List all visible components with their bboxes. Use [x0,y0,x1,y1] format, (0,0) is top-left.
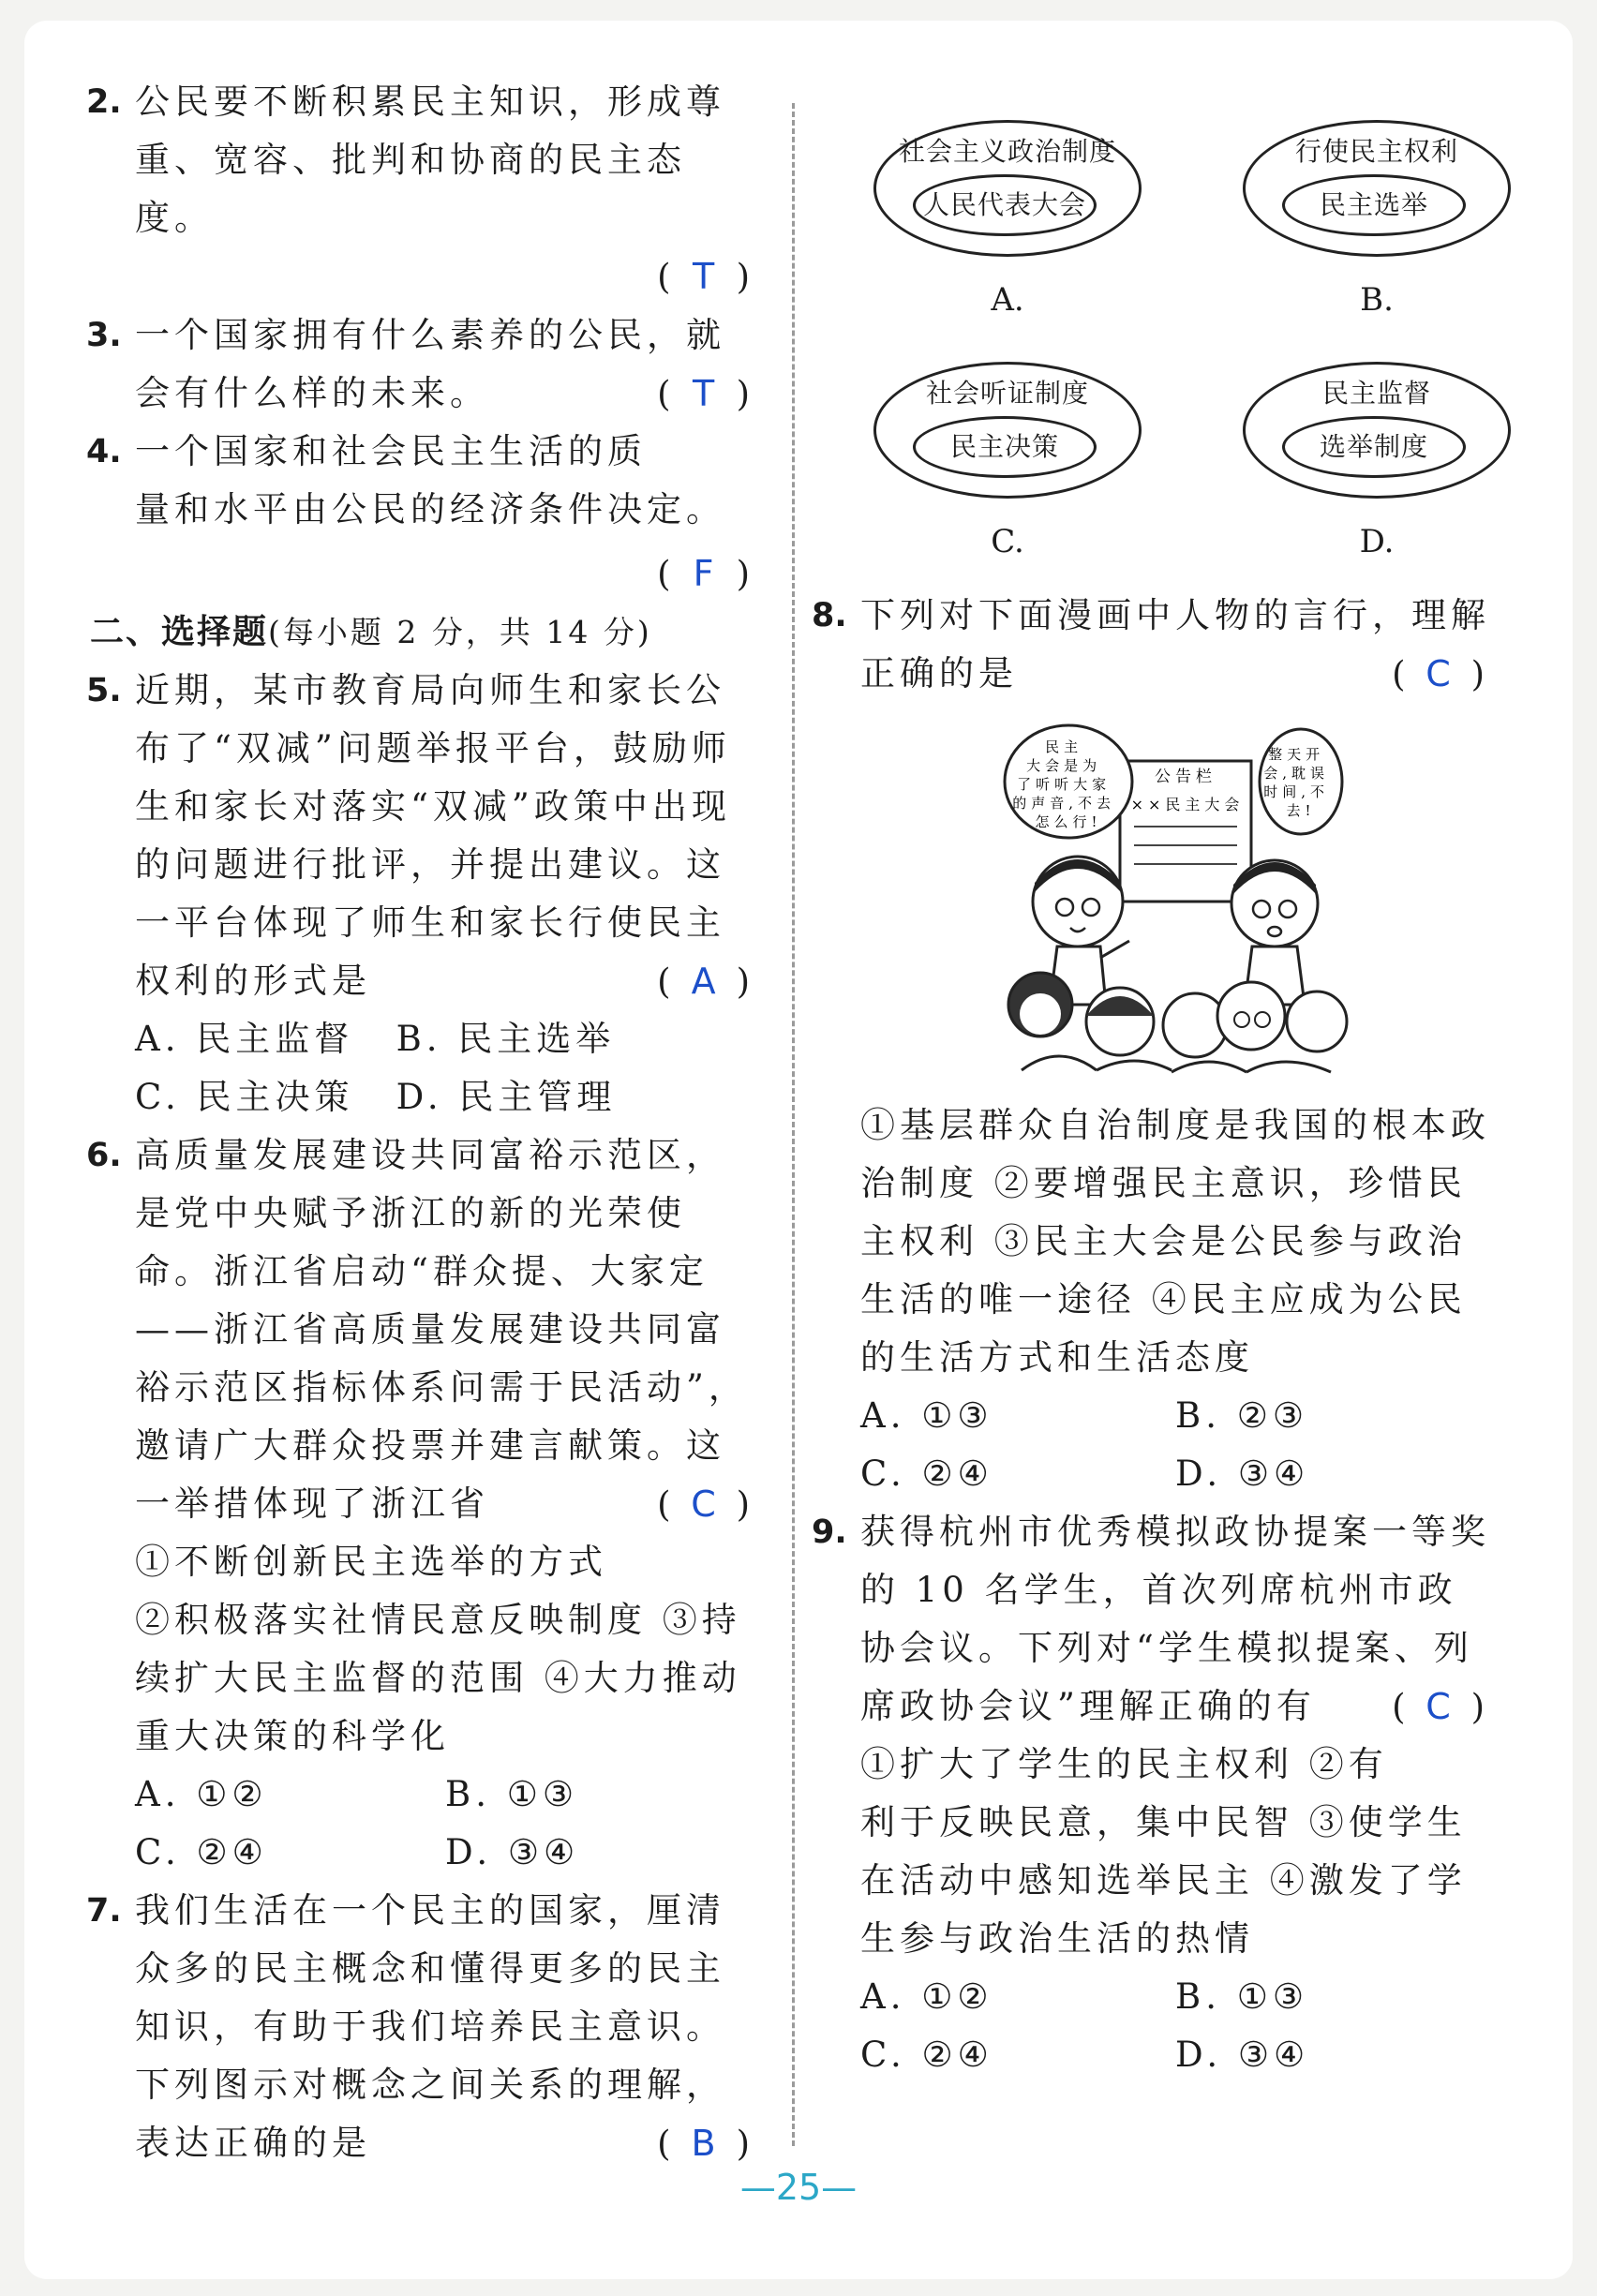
diagram-b [1243,120,1515,319]
option-a: A. ①② [135,1774,268,1814]
option-c: C. ②④ [135,1832,268,1872]
question-text: 我们生活在一个民主的国家，厘清众多的民主概念和懂得更多的民主知识，有助于我们培养民主意识。下列图示对概念之间关系的理解，表达正确的是 ( B ) [90,1882,755,2172]
answer-mark: A [691,961,716,1002]
options [815,1387,1490,1503]
options [90,1766,755,1882]
question-number: 8. [812,597,847,634]
question-text-body: 近期，某市教育局向师生和家长公布了“双减”问题举报平台，鼓励师生和家长对落实“双减”政策中出现的问题进行批评，并提出建议。这一平台体现了师生和家长行使民主权利的形式是 [135,670,731,1001]
diagram-a [873,120,1145,319]
left-bubble-text: 民主 大会是为 了听听大家 的声音,不去 怎么行! [1012,738,1115,830]
notice-board-text: ××民主大会 [1130,796,1245,813]
option-b: B. ①③ [445,1774,579,1814]
question-number: 7. [86,1892,122,1930]
right-bubble-text: 整天开 会,耽误 时间,不 去! [1263,746,1329,819]
option-b: B. ①③ [1175,1976,1309,2017]
left-column [86,73,755,2173]
question-text-body: 我们生活在一个民主的国家，厘清众多的民主概念和懂得更多的民主知识，有助于我们培养民主意识。下列图示对概念之间关系的理解，表达正确的是 [135,1890,725,2163]
answer-mark: C [1425,653,1451,694]
question-4 [86,423,755,604]
answer-mark: T [692,373,715,414]
question-6 [86,1126,755,1882]
diagram-option-label: B. [1360,281,1394,319]
question-number: 5. [86,672,122,709]
diagram-outer-label: 行使民主权利 [1294,136,1458,167]
question-text-body: 高质量发展建设共同富裕示范区，是党中央赋予浙江的新的光荣使命。浙江省启动“群众提、大家定——浙江省高质量发展建设共同富裕示范区指标体系问需于民活动”，邀请广大群众投票并建言献策。这一举措体现了浙江省 [135,1135,748,1524]
answer-line: ( F ) [90,544,755,604]
answer-mark: C [691,1483,716,1525]
question-text-body: 获得杭州市优秀模拟政协提案一等奖的 10 名学生，首次列席杭州市政协会议。下列对“学生模拟提案、列席政协会议”理解正确的有 [860,1512,1490,1726]
question-number: 2. [86,83,122,121]
statements: ①不断创新民主选举的方式 ②积极落实社情民意反映制度 ③持续扩大民主监督的范围 ④大力推动重大决策的科学化 [135,1542,741,1756]
section-title: 二、选择题 [90,613,269,651]
option-c: C. ②④ [860,1454,993,1494]
section-note: (每小题 2 分，共 14 分) [268,614,652,650]
question-number: 6. [86,1137,122,1174]
question-8 [812,587,1490,1503]
answer-mark: T [692,256,715,297]
option-a: A. ①② [860,1976,993,2017]
answer-mark: F [693,553,714,594]
diagram-d [1243,362,1515,560]
diagram-outer-label: 社会听证制度 [925,378,1089,409]
diagram-inner-ellipse: 民主选举 [1282,174,1466,236]
question-text: 一个国家拥有什么素养的公民，就会有什么样的未来。 ( T ) [90,306,755,423]
option-d: D. 民主管理 [396,1077,617,1117]
diagram-inner-ellipse: 民主决策 [913,416,1097,478]
option-d: D. ③④ [445,1832,580,1872]
right-column [812,111,1490,2084]
answer-mark: C [1425,1686,1451,1727]
notice-board-title: 公告栏 [1155,768,1216,786]
column-divider [792,103,795,2146]
question-5 [86,662,755,1126]
question-number: 9. [812,1513,847,1551]
cartoon-svg [1003,723,1359,1080]
diagram-option-label: A. [991,281,1024,319]
option-a: A. 民主监督 [135,1019,354,1059]
option-b: B. ②③ [1175,1395,1309,1436]
cartoon-illustration [1003,723,1359,1080]
question-9 [812,1503,1490,2084]
question-text: 高质量发展建设共同富裕示范区，是党中央赋予浙江的新的光荣使命。浙江省启动“群众提、大家定——浙江省高质量发展建设共同富裕示范区指标体系问需于民活动”，邀请广大群众投票并建言献策。这一举措体现了浙江省 ( C ) [90,1126,755,1533]
section-heading [90,604,755,662]
diagram-option-label: C. [991,523,1024,560]
question-number: 3. [86,317,122,354]
diagram-outer-label: 民主监督 [1321,378,1431,409]
question-text: 近期，某市教育局向师生和家长公布了“双减”问题举报平台，鼓励师生和家长对落实“双减”政策中出现的问题进行批评，并提出建议。这一平台体现了师生和家长行使民主权利的形式是 ( A ) [90,662,755,1010]
question-text-body: 下列对下面漫画中人物的言行，理解正确的是 [860,595,1490,693]
option-b: B. 民主选举 [396,1019,616,1059]
concept-diagrams [815,111,1490,598]
question-text: 公民要不断积累民主知识，形成尊重、宽容、批判和协商的民主态度。 [135,82,725,238]
question-3 [86,306,755,423]
question-text: 下列对下面漫画中人物的言行，理解正确的是 ( C ) [815,587,1490,703]
question-2 [86,73,755,306]
options [815,1968,1490,2084]
statements: ①扩大了学生的民主权利 ②有利于反映民意，集中民智 ③使学生在活动中感知选举民主 ④激发了学生参与政治生活的热情 [860,1744,1467,1959]
option-c: C. 民主决策 [135,1077,354,1117]
question-text-body: 一个国家拥有什么素养的公民，就会有什么样的未来。 [135,315,725,413]
answer-line: ( T ) [90,247,755,306]
diagram-inner-ellipse: 选举制度 [1282,416,1466,478]
option-d: D. ③④ [1175,1454,1310,1494]
option-c: C. ②④ [860,2035,993,2075]
question-number: 4. [86,433,122,470]
page-number: —25— [739,2167,858,2208]
diagram-c [873,362,1145,560]
question-text: 一个国家和社会民主生活的质量和水平由公民的经济条件决定。 [135,431,725,529]
option-a: A. ①③ [860,1395,993,1436]
answer-mark: B [691,2123,716,2164]
option-d: D. ③④ [1175,2035,1310,2075]
options [90,1010,657,1126]
statements: ①基层群众自治制度是我国的根本政治制度 ②要增强民主意识，珍惜民主权利 ③民主大会是公民参与政治生活的唯一途径 ④民主应成为公民的生活方式和生活态度 [860,1105,1490,1378]
diagram-inner-ellipse: 人民代表大会 [913,174,1097,236]
question-7 [86,1882,755,2172]
question-text: 获得杭州市优秀模拟政协提案一等奖的 10 名学生，首次列席杭州市政协会议。下列对“学生模拟提案、列席政协会议”理解正确的有 ( C ) [815,1503,1490,1736]
diagram-option-label: D. [1359,523,1395,560]
diagram-outer-label: 社会主义政治制度 [898,136,1116,167]
